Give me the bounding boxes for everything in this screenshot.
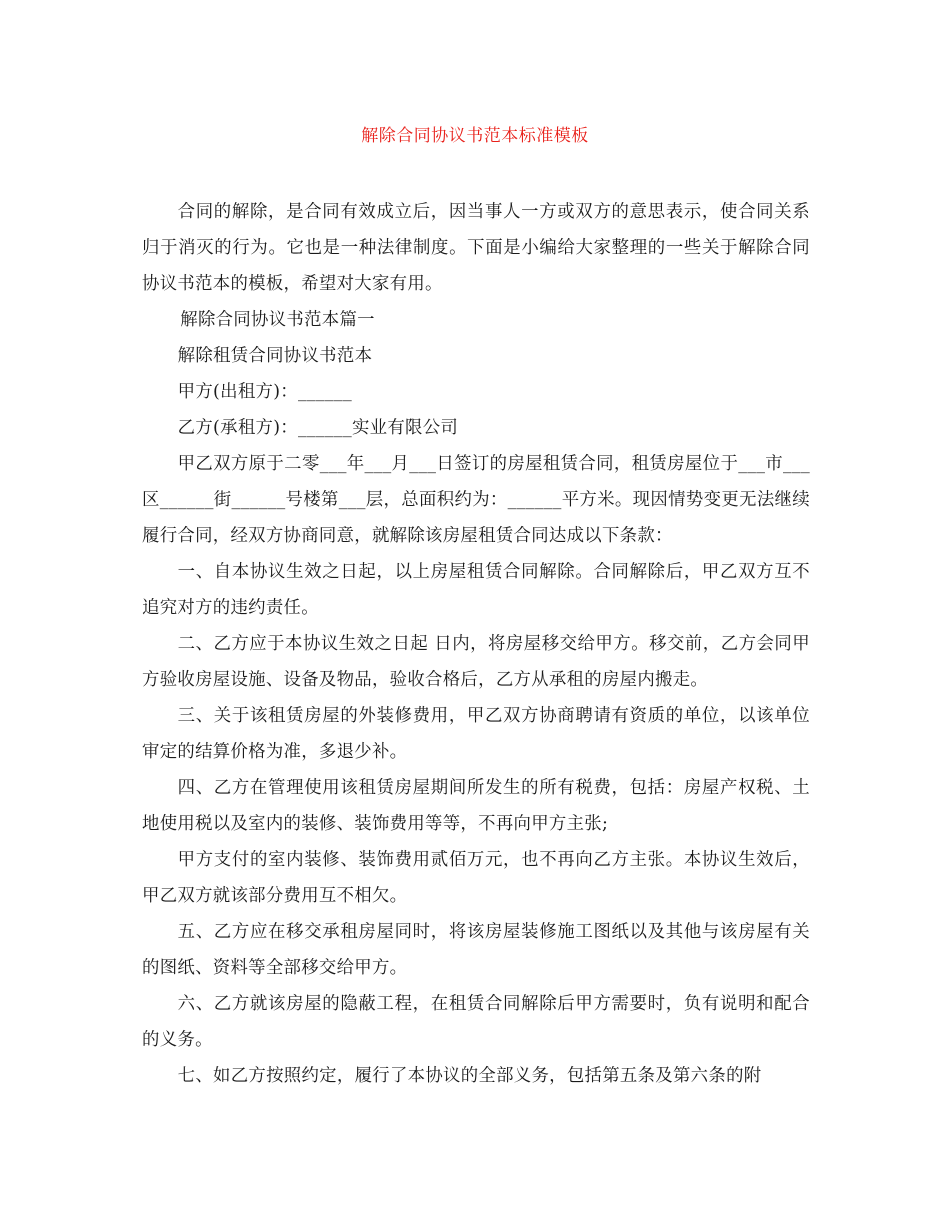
intro-paragraph: 合同的解除，是合同有效成立后，因当事人一方或双方的意思表示，使合同关系归于消灭的行为。它也是一种法律制度。下面是小编给大家整理的一些关于解除合同协议书范本的模板，希望对大家有用。 xyxy=(142,202,810,294)
party-b-line: 乙方(承租方)：______实业有限公司 xyxy=(177,418,459,438)
clause-4-continued: 甲方支付的室内装修、装饰费用贰佰万元，也不再向乙方主张。本协议生效后，甲乙双方就该部分费用互不相欠。 xyxy=(142,850,810,906)
section-heading: 解除合同协议书范本篇一 xyxy=(180,310,375,330)
clause-5: 五、乙方应在移交承租房屋同时，将该房屋装修施工图纸以及其他与该房屋有关的图纸、资料等全部移交给甲方。 xyxy=(142,922,810,978)
contract-background-paragraph: 甲乙双方原于二零___年___月___日签订的房屋租赁合同，租赁房屋位于___市___区______街______号楼第___层，总面积约为：______平方米。现因情势变更无法继续履行合同，经双方协商同意，就解除该房屋租赁合同达成以下条款： xyxy=(142,454,810,546)
clause-2: 二、乙方应于本协议生效之日起 日内，将房屋移交给甲方。移交前，乙方会同甲方验收房屋设施、设备及物品，验收合格后，乙方从承租的房屋内搬走。 xyxy=(142,634,810,690)
party-a-line: 甲方(出租方)：______ xyxy=(177,382,352,402)
clause-7: 七、如乙方按照约定，履行了本协议的全部义务，包括第五条及第六条的附 xyxy=(177,1066,762,1086)
clause-6: 六、乙方就该房屋的隐蔽工程，在租赁合同解除后甲方需要时，负有说明和配合的义务。 xyxy=(142,994,810,1050)
clause-3: 三、关于该租赁房屋的外装修费用，甲乙双方协商聘请有资质的单位，以该单位审定的结算价格为准，多退少补。 xyxy=(142,706,810,762)
clause-4: 四、乙方在管理使用该租赁房屋期间所发生的所有税费，包括：房屋产权税、土地使用税以及室内的装修、装饰费用等等，不再向甲方主张; xyxy=(142,778,810,834)
document-body xyxy=(142,194,810,1094)
document-title: 解除合同协议书范本标准模板 xyxy=(361,126,589,146)
subsection-heading: 解除租赁合同协议书范本 xyxy=(177,346,373,366)
clause-1: 一、自本协议生效之日起，以上房屋租赁合同解除。合同解除后，甲乙双方互不追究对方的违约责任。 xyxy=(142,562,810,618)
